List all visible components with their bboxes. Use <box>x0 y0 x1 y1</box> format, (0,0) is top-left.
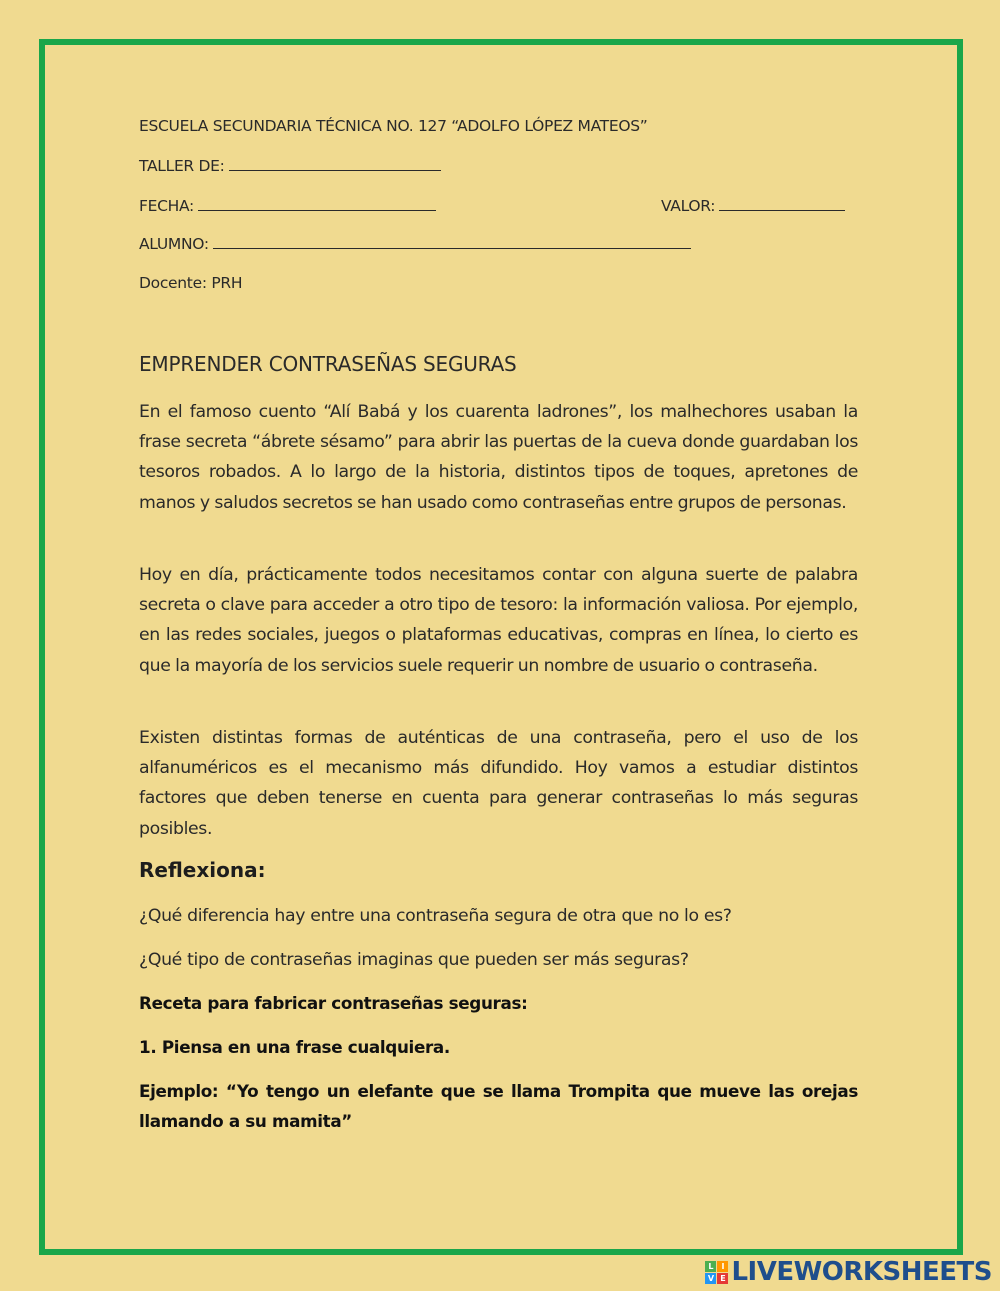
taller-blank[interactable] <box>229 156 441 171</box>
paragraph-1: En el famoso cuento “Alí Babá y los cuarenta ladrones”, los malhechores usaban la frase secreta “ábrete sésamo” para abrir las puertas de la cueva donde guardaban los tesoros robados. A lo largo de la historia, distintos tipos de toques, apretones de manos y saludos secretos se han usado como contraseñas entre grupos de personas. <box>139 402 858 513</box>
logo-letter-e: E <box>717 1273 728 1284</box>
fecha-field <box>139 196 436 215</box>
alumno-field <box>139 234 691 253</box>
taller-field <box>139 156 441 175</box>
valor-field <box>661 196 845 215</box>
logo-letter-l: L <box>705 1261 716 1272</box>
step-1: 1. Piensa en una frase cualquiera. <box>139 1037 450 1057</box>
receta-heading: Receta para fabricar contraseñas seguras: <box>139 993 528 1013</box>
valor-blank[interactable] <box>719 196 845 211</box>
valor-label: VALOR: <box>661 197 716 215</box>
paragraph-2: Hoy en día, prácticamente todos necesitamos contar con alguna suerte de palabra secreta o clave para acceder a otro tipo de tesoro: la información valiosa. Por ejemplo, en las redes sociales, juegos o plataformas educativas, compras en línea, lo cierto es que la mayoría de los servicios suele requerir un nombre de usuario o contraseña. <box>139 565 858 676</box>
fecha-label: FECHA: <box>139 197 194 215</box>
fecha-blank[interactable] <box>198 196 436 211</box>
question-2: ¿Qué tipo de contraseñas imaginas que pueden ser más seguras? <box>139 950 689 970</box>
liveworksheets-logo-icon <box>705 1261 728 1284</box>
docente-text: Docente: PRH <box>139 274 243 292</box>
example-text: Ejemplo: “Yo tengo un elefante que se llama Trompita que mueve las orejas llamando a su mamita” <box>139 1081 858 1131</box>
reflexiona-heading: Reflexiona: <box>139 858 266 882</box>
liveworksheets-brand[interactable] <box>705 1257 992 1287</box>
alumno-blank[interactable] <box>213 234 691 249</box>
page-title: EMPRENDER CONTRASEÑAS SEGURAS <box>139 352 517 376</box>
paragraph-3: Existen distintas formas de auténticas de una contraseña, pero el uso de los alfanuméricos es el mecanismo más difundido. Hoy vamos a estudiar distintos factores que deben tenerse en cuenta para generar contraseñas lo más seguras posibles. <box>139 728 858 839</box>
school-name: ESCUELA SECUNDARIA TÉCNICA NO. 127 “ADOLFO LÓPEZ MATEOS” <box>139 117 648 135</box>
question-1: ¿Qué diferencia hay entre una contraseña segura de otra que no lo es? <box>139 906 732 926</box>
alumno-label: ALUMNO: <box>139 235 209 253</box>
logo-letter-v: V <box>705 1273 716 1284</box>
taller-label: TALLER DE: <box>139 157 225 175</box>
logo-letter-i: I <box>717 1261 728 1272</box>
liveworksheets-text: LIVEWORKSHEETS <box>731 1257 992 1287</box>
